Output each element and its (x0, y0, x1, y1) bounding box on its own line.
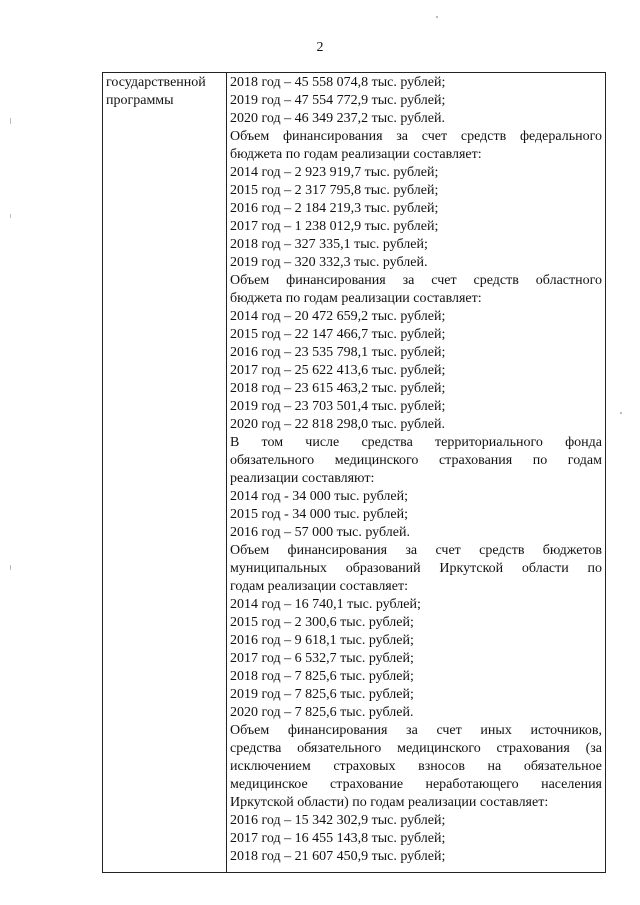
page-number: 2 (316, 40, 324, 55)
year-amount-line: 2015 год – 22 147 466,7 тыс. рублей; (230, 327, 446, 342)
paragraph-line: Объем финансирования за счет средств областного (230, 273, 602, 288)
year-amount-list (230, 488, 602, 542)
year-amount-line: 2016 год – 23 535 798,1 тыс. рублей; (230, 345, 446, 360)
year-amount-line: 2015 год – 2 300,6 тыс. рублей; (230, 615, 414, 630)
year-amount-line: 2017 год – 1 238 012,9 тыс. рублей; (230, 219, 439, 234)
row-label-line: программы (106, 93, 174, 108)
year-amount-line: 2019 год – 47 554 772,9 тыс. рублей; (230, 93, 446, 108)
scan-mark (10, 214, 11, 218)
year-amount-line: 2016 год – 15 342 302,9 тыс. рублей; (230, 813, 446, 828)
year-amount-list (230, 308, 602, 434)
paragraph-line: бюджета по годам реализации составляет: (230, 147, 482, 162)
funding-paragraph (230, 722, 602, 812)
year-amount-list (230, 596, 602, 722)
paragraph-line: исключением страховых взносов на обязательное (230, 759, 602, 774)
paragraph-line: годам реализации составляет: (230, 579, 408, 594)
paragraph-line: средства обязательного медицинского страхования (за (230, 741, 602, 756)
row-label-line: государственной (106, 75, 206, 90)
paragraph-line: муниципальных образований Иркутской области по (230, 561, 602, 576)
year-amount-line: 2019 год – 7 825,6 тыс. рублей; (230, 687, 414, 702)
year-amount-line: 2014 год - 34 000 тыс. рублей; (230, 489, 409, 504)
year-amount-line: 2020 год – 7 825,6 тыс. рублей. (230, 705, 414, 720)
funding-paragraph (230, 434, 602, 488)
year-amount-list (230, 164, 602, 272)
funding-paragraph (230, 128, 602, 164)
paragraph-line: реализации составляют: (230, 471, 375, 486)
year-amount-line: 2014 год – 16 740,1 тыс. рублей; (230, 597, 421, 612)
paragraph-line: обязательного медицинского страхования по годам (230, 453, 602, 468)
year-amount-line: 2020 год – 46 349 237,2 тыс. рублей. (230, 111, 445, 126)
year-amount-line: 2016 год – 57 000 тыс. рублей. (230, 525, 410, 540)
paragraph-line: медицинское страхование неработающего населения (230, 777, 602, 792)
financing-text-cell (230, 74, 602, 866)
paragraph-line: бюджета по годам реализации составляет: (230, 291, 482, 306)
column-divider (226, 73, 227, 872)
year-amount-line: 2014 год – 20 472 659,2 тыс. рублей; (230, 309, 446, 324)
year-amount-line: 2015 год – 2 317 795,8 тыс. рублей; (230, 183, 439, 198)
paragraph-line: В том числе средства территориального фонда (230, 435, 602, 450)
year-amount-line: 2020 год – 22 818 298,0 тыс. рублей. (230, 417, 445, 432)
year-amount-line: 2016 год – 9 618,1 тыс. рублей; (230, 633, 414, 648)
year-amount-line: 2019 год – 320 332,3 тыс. рублей. (230, 255, 428, 270)
year-amount-line: 2018 год – 327 335,1 тыс. рублей; (230, 237, 428, 252)
year-amount-line: 2017 год – 25 622 413,6 тыс. рублей; (230, 363, 446, 378)
funding-paragraph (230, 542, 602, 596)
scan-mark (10, 118, 11, 124)
year-amount-line: 2017 год – 6 532,7 тыс. рублей; (230, 651, 414, 666)
scan-mark (10, 565, 11, 570)
paragraph-line: Объем финансирования за счет средств федерального (230, 129, 602, 144)
scan-mark (436, 16, 438, 18)
year-amount-line: 2014 год – 2 923 919,7 тыс. рублей; (230, 165, 439, 180)
year-amount-list (230, 74, 602, 128)
row-label-cell (106, 74, 222, 110)
year-amount-line: 2017 год – 16 455 143,8 тыс. рублей; (230, 831, 446, 846)
year-amount-line: 2015 год - 34 000 тыс. рублей; (230, 507, 409, 522)
year-amount-line: 2018 год – 45 558 074,8 тыс. рублей; (230, 75, 446, 90)
year-amount-line: 2018 год – 23 615 463,2 тыс. рублей; (230, 381, 446, 396)
paragraph-line: Иркутской области) по годам реализации составляет: (230, 795, 549, 810)
year-amount-list (230, 812, 602, 866)
paragraph-line: Объем финансирования за счет средств бюджетов (230, 543, 602, 558)
paragraph-line: Объем финансирования за счет иных источников, (230, 723, 602, 738)
year-amount-line: 2019 год – 23 703 501,4 тыс. рублей; (230, 399, 446, 414)
year-amount-line: 2018 год – 21 607 450,9 тыс. рублей; (230, 849, 446, 864)
scan-mark (620, 412, 622, 414)
year-amount-line: 2018 год – 7 825,6 тыс. рублей; (230, 669, 414, 684)
funding-paragraph (230, 272, 602, 308)
year-amount-line: 2016 год – 2 184 219,3 тыс. рублей; (230, 201, 439, 216)
program-table (102, 72, 606, 873)
